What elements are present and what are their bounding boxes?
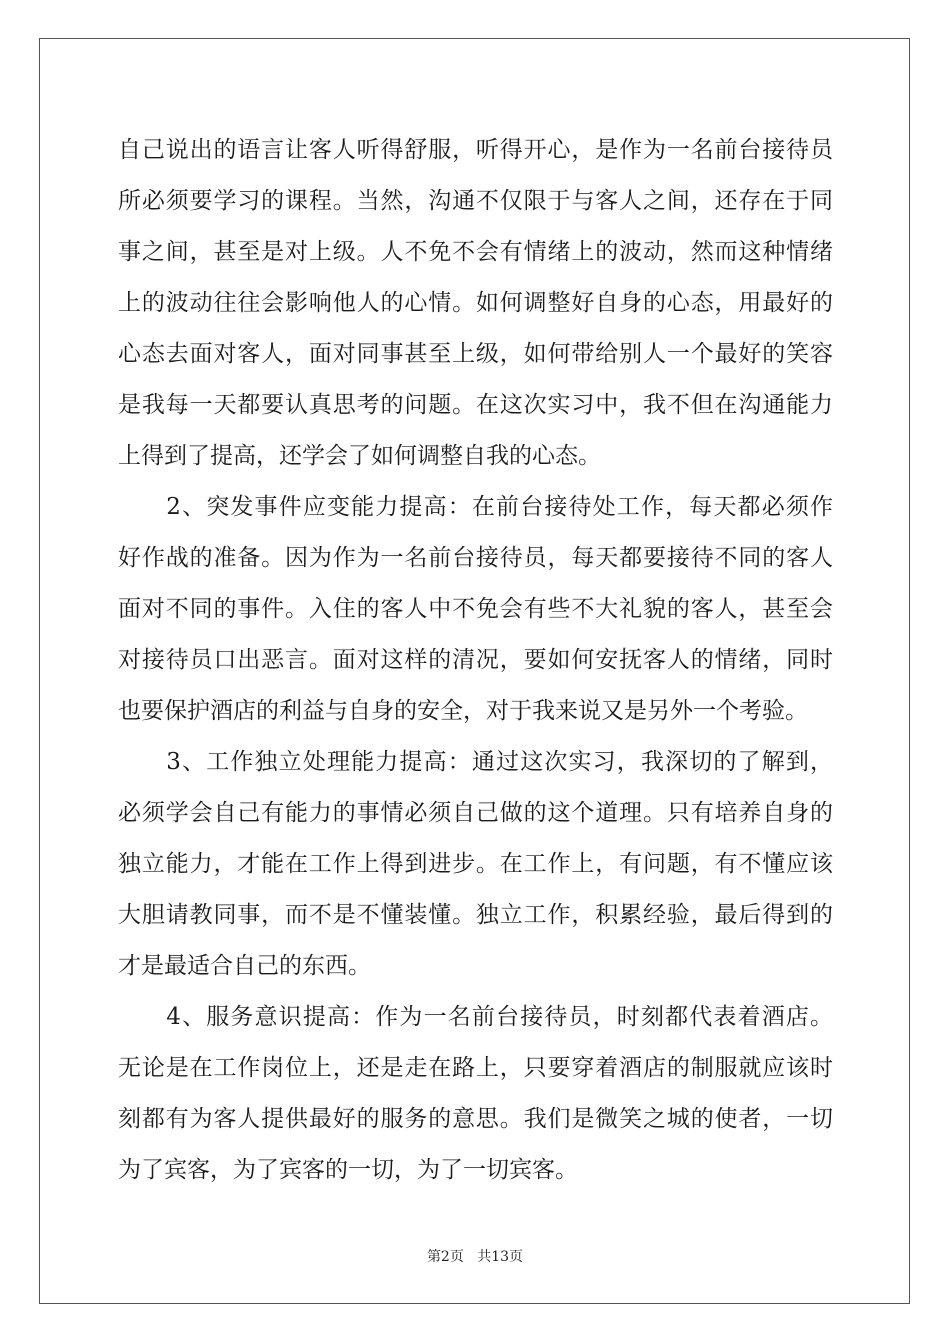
page-number: 第2页 xyxy=(426,1249,464,1265)
paragraph-1 xyxy=(118,125,833,482)
text-line: 也要保护酒店的利益与自身的安全，对于我来说又是另外一个考验。 xyxy=(118,698,808,724)
text-line: 对接待员口出恶言。面对这样的清况，要如何安抚客人的情绪，同时 xyxy=(118,647,833,673)
text-line: 好作战的准备。因为作为一名前台接待员，每天都要接待不同的客人 xyxy=(118,545,833,571)
paragraph-2 xyxy=(118,482,833,737)
text-line: 所必须要学习的课程。当然，沟通不仅限于与客人之间，还存在于同 xyxy=(118,188,833,214)
text-line: 心态去面对客人，面对同事甚至上级，如何带给别人一个最好的笑容 xyxy=(118,341,833,367)
text-line: 必须学会自己有能力的事情必须自己做的这个道理。只有培养自身的 xyxy=(118,800,833,826)
text-line: 大胆请教同事，而不是不懂装懂。独立工作，积累经验，最后得到的 xyxy=(118,902,833,928)
page-footer xyxy=(0,1246,950,1266)
text-line: 独立能力，才能在工作上得到进步。在工作上，有问题，有不懂应该 xyxy=(118,851,833,877)
text-line: 才是最适合自己的东西。 xyxy=(118,953,371,979)
text-line: 无论是在工作岗位上，还是走在路上，只要穿着酒店的制服就应该时 xyxy=(118,1055,833,1081)
page-total: 共13页 xyxy=(477,1249,524,1265)
text-line: 3、工作独立处理能力提高：通过这次实习，我深切的了解到， xyxy=(118,749,833,775)
text-line: 4、服务意识提高：作为一名前台接待员，时刻都代表着酒店。 xyxy=(118,1004,833,1030)
text-line: 为了宾客，为了宾客的一切，为了一切宾客。 xyxy=(118,1157,578,1183)
text-line: 上的波动往往会影响他人的心情。如何调整好自身的心态，用最好的 xyxy=(118,290,833,316)
document-body xyxy=(118,125,833,1196)
text-line: 刻都有为客人提供最好的服务的意思。我们是微笑之城的使者，一切 xyxy=(118,1106,833,1132)
paragraph-4 xyxy=(118,992,833,1196)
text-line: 上得到了提高，还学会了如何调整自我的心态。 xyxy=(118,443,601,469)
text-line: 自己说出的语言让客人听得舒服，听得开心，是作为一名前台接待员 xyxy=(118,137,833,163)
text-line: 事之间，甚至是对上级。人不免不会有情绪上的波动，然而这种情绪 xyxy=(118,239,833,265)
paragraph-3 xyxy=(118,737,833,992)
text-line: 2、突发事件应变能力提高：在前台接待处工作，每天都必须作 xyxy=(118,494,833,520)
text-line: 面对不同的事件。入住的客人中不免会有些不大礼貌的客人，甚至会 xyxy=(118,596,833,622)
text-line: 是我每一天都要认真思考的问题。在这次实习中，我不但在沟通能力 xyxy=(118,392,833,418)
